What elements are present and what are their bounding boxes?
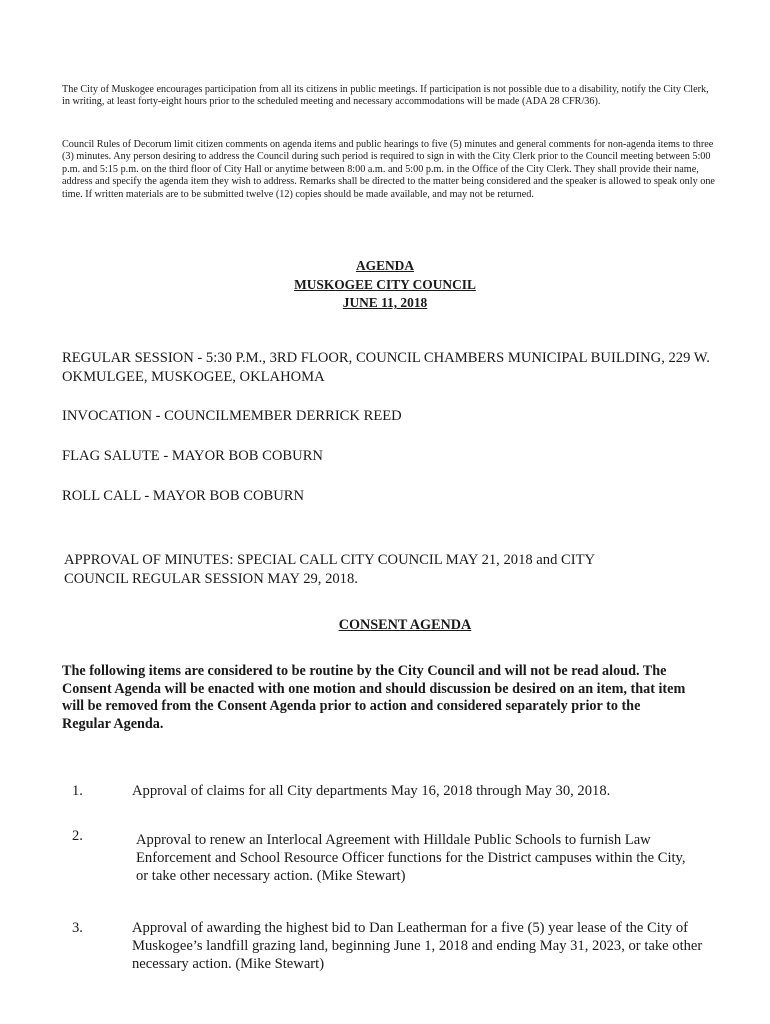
rules-of-decorum-notice: Council Rules of Decorum limit citizen comments on agenda items and public hearings to five (5) minutes and general comments for non-agenda items to three (3) minutes. Any person desiring to address the Council during such period is required to sign in with the City Clerk prior to the Council meeting between 5:00 p.m. and 5:15 p.m. on the third floor of City Hall or anytime between 8:00 a.m. and 5:00 p.m. in the Office of the City Clerk. They shall provide their name, address and specify the agenda item they wish to address. Remarks shall be directed to the matter being considered and the speaker is allowed to speak only one time. If written materials are to be submitted twelve (12) copies should be made available, and may not be returned. — [62, 139, 715, 200]
agenda-title: AGENDA — [355, 258, 415, 273]
consent-agenda-title: CONSENT AGENDA — [338, 617, 472, 633]
consent-item-2: Approval to renew an Interlocal Agreement with Hilldale Public Schools to furnish Law Enforcement and School Resource Officer functions for the District campuses within the City, or take other necessary action. (Mike Stewart) — [136, 832, 686, 884]
council-title: MUSKOGEE CITY COUNCIL — [294, 277, 476, 292]
regular-session-line: REGULAR SESSION - 5:30 P.M., 3RD FLOOR, COUNCIL CHAMBERS MUNICIPAL BUILDING, 229 W. OKMULGEE, MUSKOGEE, OKLAHOMA — [62, 350, 710, 385]
invocation-line: INVOCATION - COUNCILMEMBER DERRICK REED — [62, 408, 402, 424]
meeting-date: JUNE 11, 2018 — [342, 295, 428, 310]
flag-salute-line: FLAG SALUTE - MAYOR BOB COBURN — [62, 448, 323, 464]
consent-item-3: Approval of awarding the highest bid to Dan Leatherman for a five (5) year lease of the City of Muskogee’s landfill grazing land, beginning June 1, 2018 and ending May 31, 2023, or take other necessary action. (Mike Stewart) — [132, 920, 703, 972]
consent-item-1: Approval of claims for all City departments May 16, 2018 through May 30, 2018. — [132, 783, 611, 799]
roll-call-line: ROLL CALL - MAYOR BOB COBURN — [62, 488, 305, 504]
accessibility-notice: The City of Muskogee encourages participation from all its citizens in public meetings. If participation is not possible due to a disability, notify the City Clerk, in writing, at least forty-eight hours prior to the scheduled meeting and necessary accommodations will be made (ADA 28 CFR/36). — [62, 84, 709, 108]
item-number: 1. — [72, 783, 83, 799]
approval-of-minutes: APPROVAL OF MINUTES: SPECIAL CALL CITY COUNCIL MAY 21, 2018 and CITY COUNCIL REGULAR SESSION MAY 29, 2018. — [64, 552, 595, 587]
item-number: 3. — [72, 920, 83, 936]
item-number: 2. — [72, 828, 83, 844]
consent-agenda-intro: The following items are considered to be routine by the City Council and will not be read aloud. The Consent Agenda will be enacted with one motion and should discussion be desired on an item, that item will be removed from the Consent Agenda prior to action and considered separately prior to the Regular Agenda. — [62, 663, 686, 732]
